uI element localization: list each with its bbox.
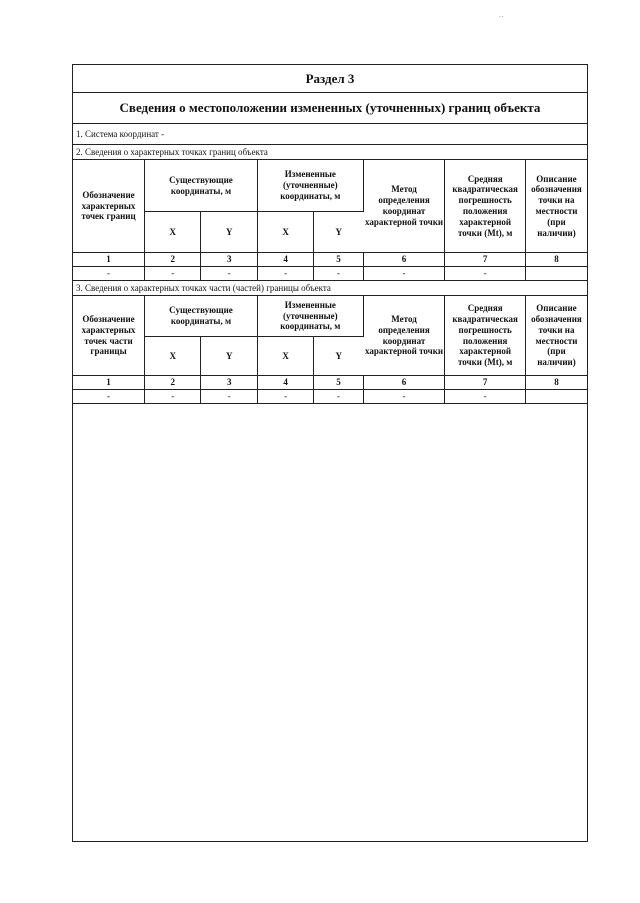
header-method: Метод определения координат характерной точки	[363, 296, 445, 376]
cell-value: -	[257, 267, 313, 281]
column-number: 4	[257, 253, 313, 267]
header-description: Описание обозначения точки на местности (при наличии)	[525, 296, 587, 376]
header-error: Средняя квадратическая погрешность положения характерной точки (Mt), м	[445, 296, 526, 376]
header-method: Метод определения координат характерной точки	[363, 160, 445, 253]
cell-value: -	[145, 267, 201, 281]
header-changed-coordinates: Измененные (уточненные) координаты, м	[257, 160, 363, 212]
scan-mark: ··	[498, 12, 504, 21]
column-number: 2	[145, 376, 201, 390]
cell-value: -	[363, 267, 445, 281]
cell-value: -	[314, 390, 363, 404]
cell-value: -	[445, 390, 526, 404]
cell-value: -	[201, 267, 257, 281]
header-error: Средняя квадратическая погрешность положения характерной точки (Mt), м	[445, 160, 526, 253]
column-number-row	[73, 253, 587, 267]
column-number: 2	[145, 253, 201, 267]
column-number: 6	[363, 376, 445, 390]
cell-value: -	[257, 390, 313, 404]
column-number: 1	[73, 253, 145, 267]
table-row	[73, 267, 587, 281]
header-existing-x: X	[145, 212, 201, 253]
coordinate-system-line: 1. Система координат -	[73, 124, 587, 145]
cell-value: -	[201, 390, 257, 404]
cell-value	[525, 390, 587, 404]
cell-value: -	[73, 390, 145, 404]
header-description: Описание обозначения точки на местности (при наличии)	[525, 160, 587, 253]
column-number: 8	[525, 376, 587, 390]
column-number: 7	[445, 253, 526, 267]
part-boundary-points-table	[73, 296, 587, 404]
header-changed-coordinates: Измененные (уточненные) координаты, м	[257, 296, 363, 337]
section-sheet	[72, 64, 588, 842]
column-number: 3	[201, 376, 257, 390]
header-point-designation: Обозначение характерных точек части границы	[73, 296, 145, 376]
part-boundary-points-heading: 3. Сведения о характерных точках части (частей) границы объекта	[73, 281, 587, 296]
column-number: 8	[525, 253, 587, 267]
boundary-points-heading: 2. Сведения о характерных точках границ объекта	[73, 145, 587, 160]
column-number: 5	[314, 253, 363, 267]
cell-value: -	[314, 267, 363, 281]
column-number: 1	[73, 376, 145, 390]
table-row	[73, 390, 587, 404]
column-number: 4	[257, 376, 313, 390]
cell-value: -	[73, 267, 145, 281]
header-existing-y: Y	[201, 212, 257, 253]
header-existing-coordinates: Существующие координаты, м	[145, 296, 258, 337]
header-existing-y: Y	[201, 337, 257, 376]
column-number-row	[73, 376, 587, 390]
column-number: 7	[445, 376, 526, 390]
header-changed-y: Y	[314, 337, 363, 376]
header-existing-x: X	[145, 337, 201, 376]
section-subtitle: Сведения о местоположении измененных (уточненных) границ объекта	[73, 93, 587, 124]
column-number: 6	[363, 253, 445, 267]
header-point-designation: Обозначение характерных точек границ	[73, 160, 145, 253]
header-changed-x: X	[257, 212, 313, 253]
header-existing-coordinates: Существующие координаты, м	[145, 160, 258, 212]
boundary-points-table	[73, 160, 587, 281]
cell-value: -	[145, 390, 201, 404]
cell-value	[525, 267, 587, 281]
header-changed-y: Y	[314, 212, 363, 253]
column-number: 5	[314, 376, 363, 390]
cell-value: -	[445, 267, 526, 281]
section-title: Раздел 3	[73, 65, 587, 93]
header-changed-x: X	[257, 337, 313, 376]
cell-value: -	[363, 390, 445, 404]
column-number: 3	[201, 253, 257, 267]
